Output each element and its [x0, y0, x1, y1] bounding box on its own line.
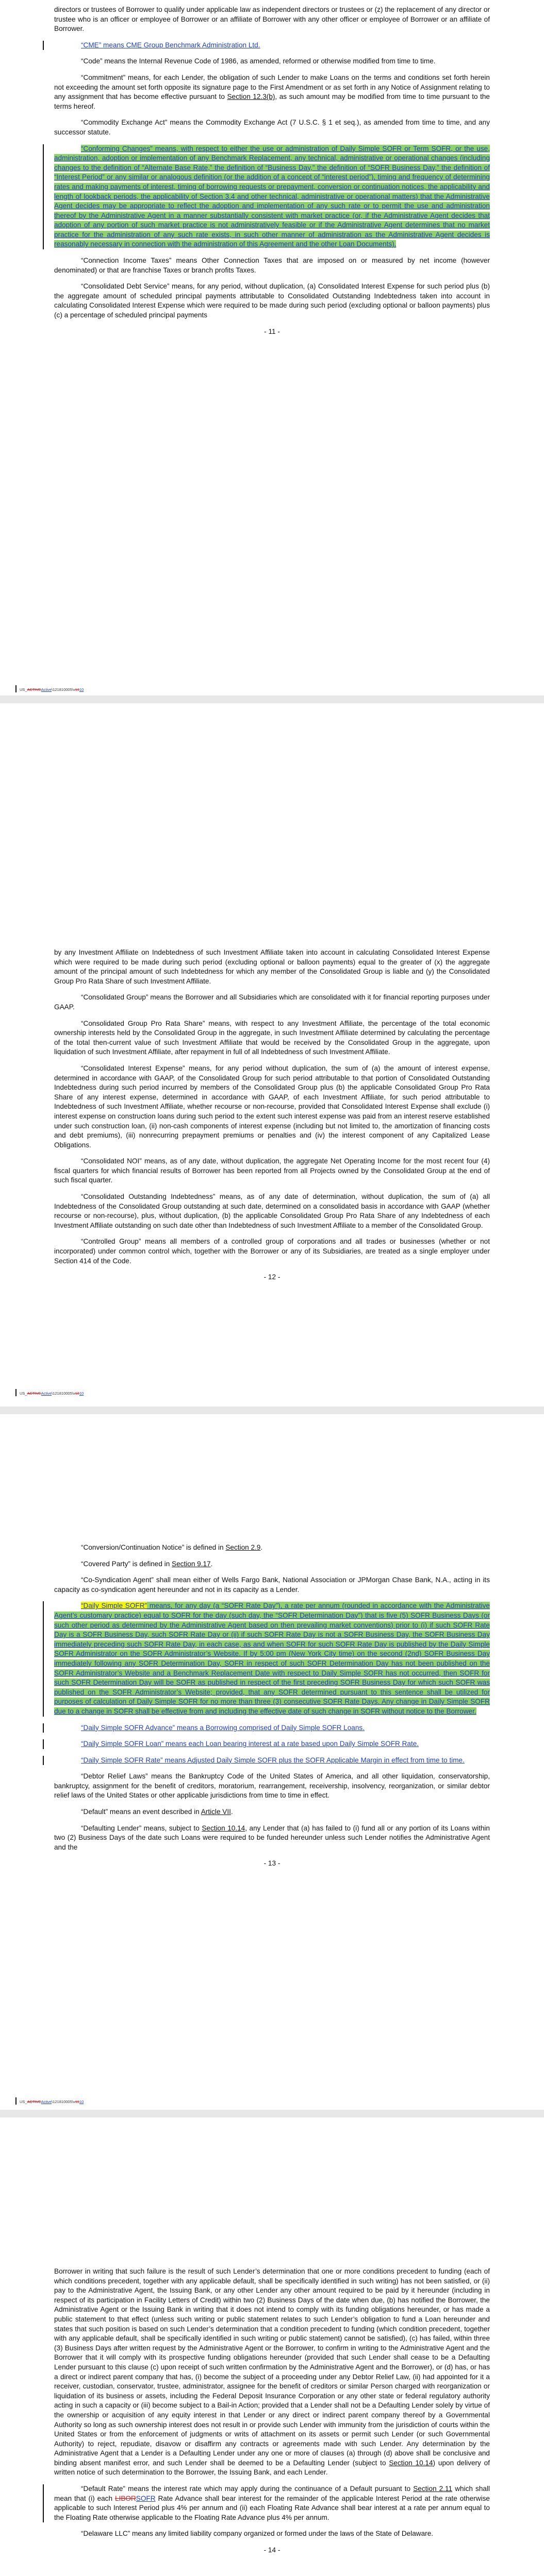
- paragraph: “Controlled Group” means all members of a controlled group of corporations and all trades or businesses (whether or not incorporated) under common control which, together with the Borrower or any of its Subsidiaries, are treated as a single employer under Section 414 of the Code.: [54, 1238, 490, 1265]
- paragraph: “Daily Simple SOFR Rate” means Adjusted Daily Simple SOFR plus the SOFR Applicable Margin in effect from time to time.: [54, 1756, 490, 1766]
- footer-id: US_ACTIVEActive\121810005\v1310: [20, 687, 84, 692]
- text-run: “Commitment” means, for each Lender, the obligation of such Lender to make Loans on the terms and conditions set forth herein not exceeding the amount set forth opposite its signature page to the First Amendment or as set forth in any Notice of Assignment relating to any assignment that has become effective pursuant to: [54, 73, 490, 101]
- section-ref: Section 2.9: [225, 1544, 261, 1551]
- paragraph: “Commodity Exchange Act” means the Commodity Exchange Act (7 U.S.C. § 1 et seq.), as amended from time to time, and any successor statute.: [54, 118, 490, 136]
- change-bar: [15, 1389, 17, 1396]
- paragraph: “Debtor Relief Laws” means the Bankruptcy Code of the United States of America, and all other liquidation, conservatorship, bankruptcy, assignment for the benefit of creditors, moratorium, rearrangement, receivership, insolvency, reorganization, or similar debtor relief laws of the United States or other applicable jurisdictions from time to time in effect.: [54, 1772, 490, 1800]
- inserted-text: “Conforming Changes” means, with respect to either the use or administration of Daily Simple SOFR or Term SOFR, or the use, administration, adoption or implementation of any Benchmark Replacement, any technical, administrative or operational changes (including changes to the definition of “Alternate Base Rate,” the definition of “Business Day,” the definition of “SOFR Business Day,” the definition of “Interest Period” or any similar or analogous definition (or the addition of a concept of “interest period”), timing and frequency of determining rates and making payments of interest, timing of borrowing requests or prepayment, conversion or continuation notices, the applicability and length of lookback periods, the applicability of Section 3.4 and other technical, administrative or operational matters) that the Administrative Agent decides may be appropriate to reflect the adoption and implementation of any such rate or to permit the use and administration thereof by the Administrative Agent in a manner substantially consistent with market practice (or, if the Administrative Agent decides that adoption of any portion of such market practice is not administratively feasible or if the Administrative Agent determines that no market practice for the administration of any such rate exists, in such other manner of administration as the Administrative Agent decides is reasonably necessary in connection with the administration of this Agreement and the other Loan Documents).: [54, 144, 490, 248]
- paragraph: “Consolidated Outstanding Indebtedness” means, as of any date of determination, without duplication, the sum of (a) all Indebtedness of the Consolidated Group outstanding at such date, determined on a consolidated basis in accordance with GAAP (whether recourse or non-recourse), plus, without duplication, (b) the applicable Consolidated Group Pro Rata Share of any Indebtedness of each Investment Affiliate outstanding on such date other than Indebtedness of such Investment Affiliate to a member of the Consolidated Group.: [54, 1193, 490, 1229]
- section-ref: Section 10.14: [202, 1824, 245, 1832]
- section-ref: Section 12.3(b): [227, 93, 275, 101]
- paragraph-conforming-changes: [54, 144, 490, 250]
- inserted-text: means, for any day (a “SOFR Rate Day”), a rate per annum (rounded in accordance with the Administrative Agent’s customary practice) equal to SOFR for the day (such day, the “SOFR Determination Day”) that is five (5) SOFR Business Days (or such other period as determined by the Administrative Agent based on then prevailing market conventions) prior to (i) if such SOFR Rate Day is a SOFR Business Day, such SOFR Rate Day or (ii) if such SOFR Rate Day is not a SOFR Business Day, the SOFR Business Day immediately preceding such SOFR Rate Day, in each case, as and when SOFR for such SOFR Rate Day is published by the Daily Simple SOFR Administrator on the SOFR Administrator’s Website. If by 5:00 pm (New York City time) on the second (2nd) SOFR Business Day immediately following any SOFR Determination Day, SOFR in respect of such SOFR Determination Day has not been published on the SOFR Administrator’s Website and a Benchmark Replacement Date with respect to Daily Simple SOFR has not occurred, then SOFR for such SOFR Determination Day will be SOFR as published in respect of the first preceding SOFR Business Day for which such SOFR was published on the SOFR Administrator’s Website; provided, that any SOFR determined pursuant to this sentence shall be utilized for purposes of calculation of Daily Simple SOFR for no more than three (3) consecutive SOFR Rate Days. Any change in Daily Simple SOFR due to a change in SOFR shall be effective from and including the effective date of such change in SOFR without notice to the Borrower.: [54, 1602, 490, 1715]
- page-12: [0, 703, 544, 1406]
- paragraph: “Consolidated Group” means the Borrower and all Subsidiaries which are consolidated with it for financial reporting purposes under GAAP.: [54, 993, 490, 1011]
- deleted-text: LIBOR: [114, 2494, 136, 2502]
- page-number: - 13 -: [263, 1859, 281, 1868]
- footer-id: US_ACTIVEActive\121810005\v1310: [20, 2099, 84, 2104]
- paragraph: “Conversion/Continuation Notice” is defined in Section 2.9.: [81, 1544, 263, 1551]
- page-13: [0, 1414, 544, 2110]
- section-ref: Section 10.14: [389, 2459, 433, 2467]
- paragraph-daily-simple-sofr: [54, 1601, 490, 1716]
- change-bar: [15, 2097, 17, 2105]
- page-number: - 11 -: [264, 327, 280, 335]
- page-14: [0, 2117, 544, 2576]
- inserted-text: “CME” means CME Group Benchmark Administration Ltd.: [81, 41, 260, 49]
- paragraph: “Connection Income Taxes” means Other Connection Taxes that are imposed on or measured by net income (however denominated) or that are franchise Taxes or branch profits Taxes.: [54, 257, 490, 274]
- paragraph: “Consolidated Group Pro Rata Share” means, with respect to any Investment Affiliate, the percentage of the total economic ownership interests held by the Consolidated Group in the aggregate, in such Investment Affiliate determined by calculating the percentage of the total then-current value of such Investment Affiliate that would be received by the Consolidated Group in the aggregate, upon liquidation of such Investment Affiliate, after repayment in full of all Indebtedness of such Investment Affiliate.: [54, 1019, 490, 1056]
- section-ref: Section 9.17: [172, 1560, 211, 1568]
- paragraph: Borrower in writing that such failure is the result of such Lender’s determination that one or more conditions precedent to funding (each of which conditions precedent, together with any applicable default, shall be specifically identified in such writing) has not been satisfied, or (ii) pay to the Administrative Agent, the Issuing Bank, or any other Lender any other amount required to be paid by it hereunder (including in respect of its participation in Facility Letters of Credit) within two (2) Business Days of the date when due, (b) has notified the Borrower, the Administrative Agent or the Issuing Bank in writing that it does not intend to comply with its funding obligations hereunder, or has made a public statement to that effect (unless such writing or public statement relates to such Lender’s obligation to fund a Loan hereunder and states that such position is based on such Lender’s determination that a condition precedent to funding (which condition precedent, together with any applicable default, shall be specifically identified in such writing or public statement) cannot be satisfied), (c) has failed, within three (3) Business Days after written request by the Administrative Agent or the Borrower, to confirm in writing to the Administrative Agent and the Borrower that it will comply with its prospective funding obligations hereunder (provided that such Lender shall cease to be a Defaulting Lender pursuant to this clause (c) upon receipt of such written confirmation by the Administrative Agent and the Borrower), or (d) has, or has a direct or indirect parent company that has, (i) become the subject of a proceeding under any Debtor Relief Law, (ii) had appointed for it a receiver, custodian, conservator, trustee, administrator, assignee for the benefit of creditors or similar Person charged with reorganization or liquidation of its business or assets, including the Federal Deposit Insurance Corporation or any other state or federal regulatory authority acting in such a capacity or (iii) become subject to a Bail-in Action; provided that a Lender shall not be a Defaulting Lender solely by virtue of the ownership or acquisition of any equity interest in that Lender or any direct or indirect parent company thereof by a Governmental Authority so long as such ownership interest does not result in or provide such Lender with immunity from the jurisdiction of courts within the United States or from the enforcement of judgments or writs of attachment on its assets or permit such Lender (or such Governmental Authority) to reject, repudiate, disavow or disaffirm any contracts or agreements made with such Lender. Any determination by the Administrative Agent that a Lender is a Defaulting Lender under any one or more of clauses (a) through (d) above shall be conclusive and binding absent manifest error, and such Lender shall be deemed to be a Defaulting Lender (subject to Section 10.14) upon delivery of written notice of such determination to the Borrower, the Issuing Bank, and each Lender.: [54, 2267, 490, 2477]
- footer-id: US_ACTIVEActive\121810005\v1310: [20, 1391, 84, 1396]
- section-ref: Section 2.11: [413, 2485, 453, 2493]
- inserted-text: SOFR: [136, 2494, 156, 2502]
- paragraph: “Defaulting Lender” means, subject to Section 10.14, any Lender that (a) has failed to (i) fund all or any portion of its Loans within two (2) Business Days of the date such Loans were required to be funded hereunder unless such Lender notifies the Administrative Agent and the: [54, 1824, 490, 1851]
- paragraph-cme: [54, 41, 490, 50]
- paragraph: “Delaware LLC” means any limited liability company organized or formed under the laws of the State of Delaware.: [81, 2530, 434, 2538]
- paragraph: “Code” means the Internal Revenue Code of 1986, as amended, reformed or otherwise modified from time to time.: [81, 57, 436, 65]
- page-number: - 12 -: [263, 1273, 281, 1281]
- highlighted-term: “Daily Simple SOFR”: [81, 1602, 147, 1610]
- paragraph: “Daily Simple SOFR Advance” means a Borrowing comprised of Daily Simple SOFR Loans.: [54, 1723, 490, 1733]
- paragraph: “Consolidated Interest Expense” means, for any period without duplication, the sum of (a) the amount of interest expense, determined in accordance with GAAP, of the Consolidated Group for such period attributable to that portion of Consolidated Outstanding Indebtedness during such period incurred by members of the Consolidated Group plus (b) the applicable Consolidated Group Pro Rata Share of any interest expense, determined in accordance with GAAP, of each Investment Affiliate, for such period attributable to Indebtedness of such Investment Affiliate, whether recourse or non-recourse, provided that Consolidated Interest Expense shall exclude (i) interest expense on construction loans during such period to the extent such interest expense was paid from an interest reserve established under such construction loan, (ii) non-cash components of interest expense (including but not limited to, the amortization of financing costs and debt premiums), (iii) nonrecurring prepayment premiums or penalties and (iv) the interest component of any Capitalized Lease Obligations.: [54, 1064, 490, 1149]
- paragraph: [54, 73, 490, 111]
- paragraph: “Default” means an event described in Article VII.: [81, 1808, 233, 1816]
- paragraph: by any Investment Affiliate on Indebtedness of such Investment Affiliate taken into account in calculating Consolidated Interest Expense which were required to be made during such period (excluding optional or balloon payments) equal to the greater of (x) the aggregate amount of the principal amount of such Indebtedness for which any member of the Consolidated Group is liable and (y) the Consolidated Group Pro Rata Share of such Investment Affiliate.: [54, 948, 490, 985]
- paragraph: “Consolidated Debt Service” means, for any period, without duplication, (a) Consolidated Interest Expense for such period plus (b) the aggregate amount of scheduled principal payments attributable to Consolidated Outstanding Indebtedness taken into account in calculating Consolidated Interest Expense which were required to be made during such period (excluding optional or balloon payments) plus (c) a percentage of scheduled principal payments: [54, 282, 490, 319]
- page-11: [0, 0, 544, 696]
- paragraph: directors or trustees of Borrower to qualify under applicable law as independent directors or trustees or (z) the replacement of any director or trustee who is an officer or employee of Borrower or an affiliate of Borrower with any other officer or employee of Borrower or an affiliate of Borrower.: [54, 6, 490, 33]
- change-bar: [15, 685, 17, 692]
- paragraph: “Daily Simple SOFR Loan” means each Loan bearing interest at a rate based upon Daily Simple SOFR Rate.: [54, 1739, 490, 1749]
- article-ref: Article VII: [201, 1808, 231, 1816]
- text-run: , as such amount may be modified from time to time pursuant to the terms hereof.: [54, 93, 490, 110]
- paragraph: “Consolidated NOI” means, as of any date, without duplication, the aggregate Net Operating Income for the most recent four (4) fiscal quarters for which financial results of Borrower has been reported from all Projects owned by the Consolidated Group at the end of such fiscal quarter.: [54, 1157, 490, 1184]
- paragraph-default-rate: “Default Rate” means the interest rate which may apply during the continuance of a Default pursuant to Section 2.11 which shall mean that (i) each LIBORSOFR Rate Advance shall bear interest for the remainder of the applicable Interest Period at the rate otherwise applicable to such Interest Period plus 4% per annum and (ii) each Floating Rate Advance shall bear interest at a rate per annum equal to the Floating Rate otherwise applicable to the Floating Rate Advance plus 4% per annum.: [54, 2484, 490, 2522]
- paragraph: “Co-Syndication Agent” shall mean either of Wells Fargo Bank, National Association or JPMorgan Chase Bank, N.A., acting in its capacity as co-syndication agent hereunder and not in its capacity as a Lender.: [54, 1576, 490, 1594]
- page-number: - 14 -: [263, 2546, 281, 2554]
- paragraph: “Covered Party” is defined in Section 9.17.: [81, 1560, 213, 1568]
